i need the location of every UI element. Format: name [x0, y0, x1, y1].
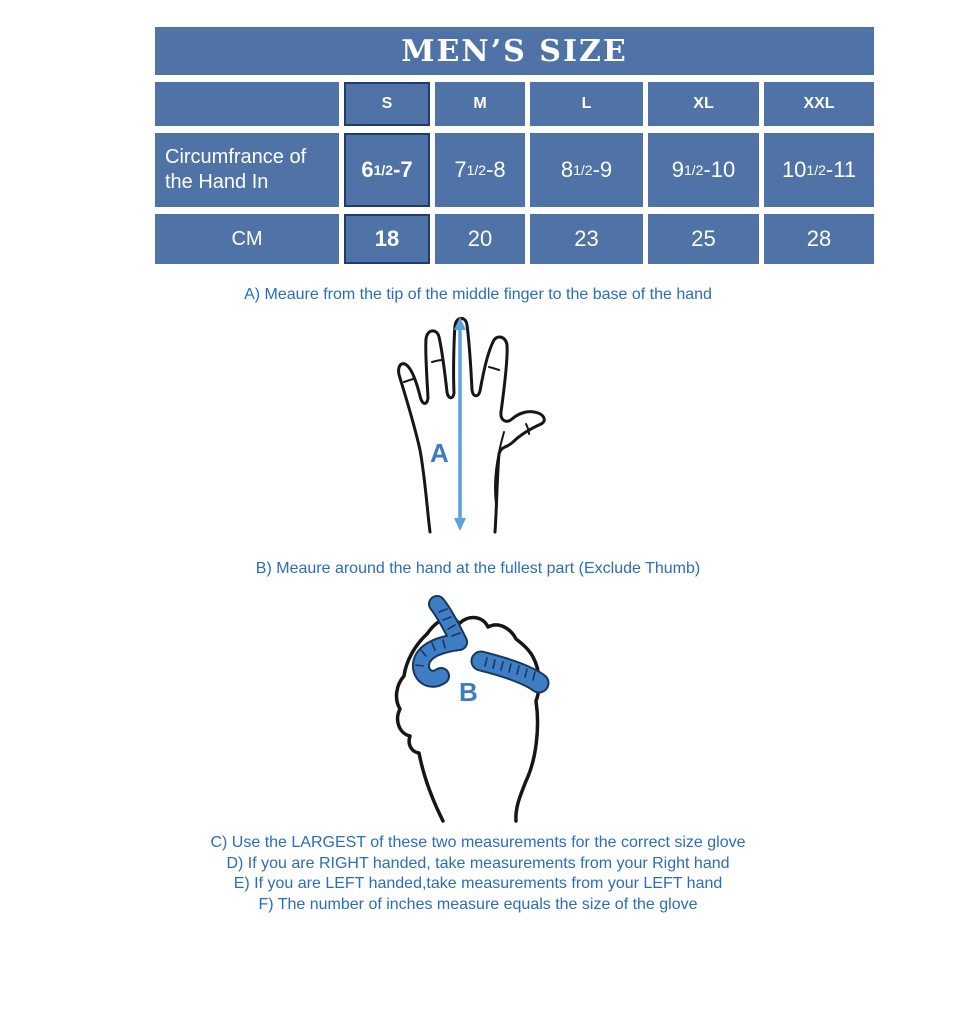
- col-header-xl: XL: [648, 82, 759, 126]
- measure-a-label: A: [430, 438, 449, 468]
- instruction-a: A) Meaure from the tip of the middle finger to the base of the hand: [244, 286, 712, 303]
- cm-value-m: 20: [435, 214, 525, 264]
- cm-value-l: 23: [530, 214, 643, 264]
- instruction-b: B) Meaure around the hand at the fullest part (Exclude Thumb): [255, 560, 701, 577]
- inch-value-m: 7 1/2 -8: [435, 133, 525, 207]
- instruction-d: D) If you are RIGHT handed, take measurements from your Right hand: [226, 854, 730, 872]
- col-header-xxl: XXL: [764, 82, 874, 126]
- inch-value-xxl: 10 1/2 -11: [764, 133, 874, 207]
- instruction-e: E) If you are LEFT handed,take measurements from your LEFT hand: [233, 875, 723, 892]
- mens-size-table: [155, 27, 875, 264]
- instruction-c: C) Use the LARGEST of these two measurements for the correct size glove: [210, 834, 746, 851]
- fist-tape-diagram: [393, 588, 578, 823]
- col-header-l: L: [530, 82, 643, 126]
- hand-outline: [399, 318, 545, 532]
- measure-b-label: B: [459, 677, 478, 707]
- col-header-s: S: [344, 82, 430, 126]
- corner-cell: [155, 82, 339, 126]
- inch-value-s: 6 1/2 -7: [344, 133, 430, 207]
- row-label-cm: CM: [155, 214, 339, 264]
- cm-value-s: 18: [344, 214, 430, 264]
- inch-value-xl: 9 1/2 -10: [648, 133, 759, 207]
- cm-value-xl: 25: [648, 214, 759, 264]
- instruction-f: F) The number of inches measure equals the size of the glove: [258, 895, 698, 913]
- row-label-inches: Circumfrance of the Hand In: [155, 133, 339, 207]
- table-title: MEN’S SIZE: [155, 27, 874, 75]
- open-hand-diagram: [380, 312, 560, 546]
- fist-outline: [397, 618, 540, 821]
- col-header-m: M: [435, 82, 525, 126]
- instruction-block-cdef: [0, 833, 956, 915]
- cm-value-xxl: 28: [764, 214, 874, 264]
- inch-value-l: 8 1/2 -9: [530, 133, 643, 207]
